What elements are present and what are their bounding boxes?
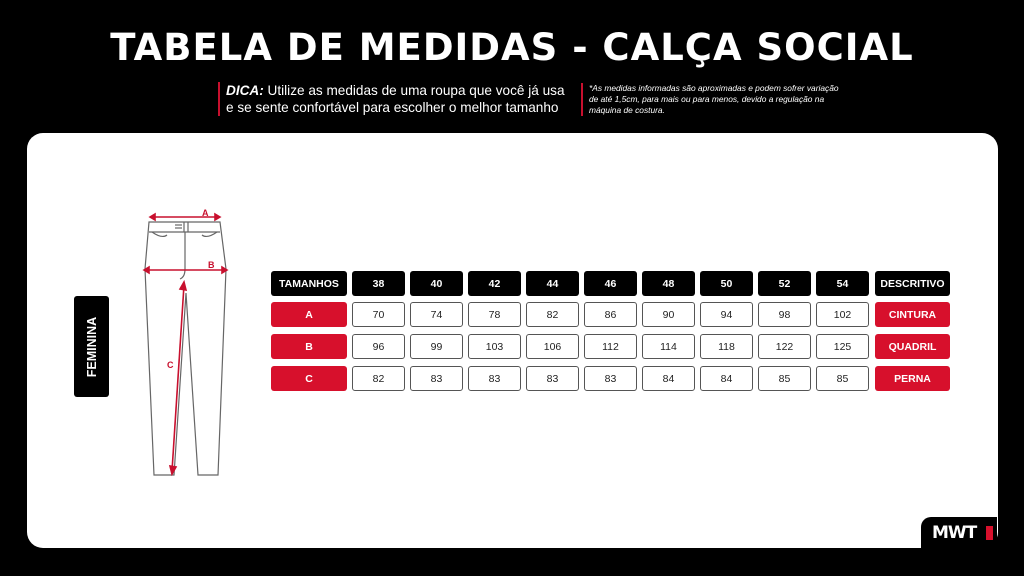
size-header-cell: 52: [758, 271, 811, 296]
size-header-cell: 44: [526, 271, 579, 296]
diagram-label-c: C: [167, 360, 174, 370]
row-descriptor-cell: QUADRIL: [875, 334, 950, 359]
row-code-cell: B: [271, 334, 347, 359]
measurement-cell: 114: [642, 334, 695, 359]
row-code-cell: A: [271, 302, 347, 327]
row-descriptor-cell: CINTURA: [875, 302, 950, 327]
size-header-cell: 54: [816, 271, 869, 296]
measurement-cell: 78: [468, 302, 521, 327]
table-header-sizes-label: TAMANHOS: [271, 271, 347, 296]
measurement-cell: 85: [816, 366, 869, 391]
measurement-cell: 125: [816, 334, 869, 359]
measurement-cell: 83: [410, 366, 463, 391]
size-header-cell: 40: [410, 271, 463, 296]
measurement-cell: 83: [584, 366, 637, 391]
size-header-cell: 48: [642, 271, 695, 296]
measurement-cell: 70: [352, 302, 405, 327]
diagram-label-b: B: [208, 260, 215, 270]
page-title: TABELA DE MEDIDAS - CALÇA SOCIAL: [110, 26, 914, 69]
size-header-cell: 38: [352, 271, 405, 296]
measurement-cell: 96: [352, 334, 405, 359]
measurement-cell: 83: [526, 366, 579, 391]
measurement-cell: 84: [700, 366, 753, 391]
row-code-cell: C: [271, 366, 347, 391]
measurement-cell: 83: [468, 366, 521, 391]
tip-body: Utilize as medidas de uma roupa que você já usa e se sente confortável para escolher o melhor tamanho: [226, 83, 565, 115]
measurement-cell: 103: [468, 334, 521, 359]
measurement-cell: 112: [584, 334, 637, 359]
measurement-cell: 82: [526, 302, 579, 327]
measurement-cell: 98: [758, 302, 811, 327]
size-header-cell: 46: [584, 271, 637, 296]
measurement-cell: 84: [642, 366, 695, 391]
measurement-cell: 74: [410, 302, 463, 327]
tip-text: [218, 82, 571, 116]
measurement-cell: 118: [700, 334, 753, 359]
measurement-cell: 94: [700, 302, 753, 327]
logo-text: MWT: [932, 523, 977, 543]
measurement-cell: 86: [584, 302, 637, 327]
table-header-descriptor-label: DESCRITIVO: [875, 271, 950, 296]
size-header-cell: 50: [700, 271, 753, 296]
pants-diagram: [140, 205, 235, 480]
measurement-cell: 85: [758, 366, 811, 391]
measurement-cell: 102: [816, 302, 869, 327]
row-descriptor-cell: PERNA: [875, 366, 950, 391]
tip-label: DICA:: [226, 83, 264, 98]
measurement-cell: 90: [642, 302, 695, 327]
gender-tab-label: FEMININA: [84, 316, 99, 377]
measurement-cell: 106: [526, 334, 579, 359]
measurement-cell: 122: [758, 334, 811, 359]
logo-red-bar-icon: [986, 526, 993, 540]
disclaimer-note: *As medidas informadas são aproximadas e podem sofrer variação de até 1,5cm, para mais ou para menos, devido a regulação na máquina de costura.: [581, 83, 849, 116]
gender-tab: [74, 296, 109, 397]
size-header-cell: 42: [468, 271, 521, 296]
diagram-label-a: A: [202, 208, 209, 218]
brand-logo: [921, 517, 997, 548]
measurement-cell: 99: [410, 334, 463, 359]
measurement-cell: 82: [352, 366, 405, 391]
